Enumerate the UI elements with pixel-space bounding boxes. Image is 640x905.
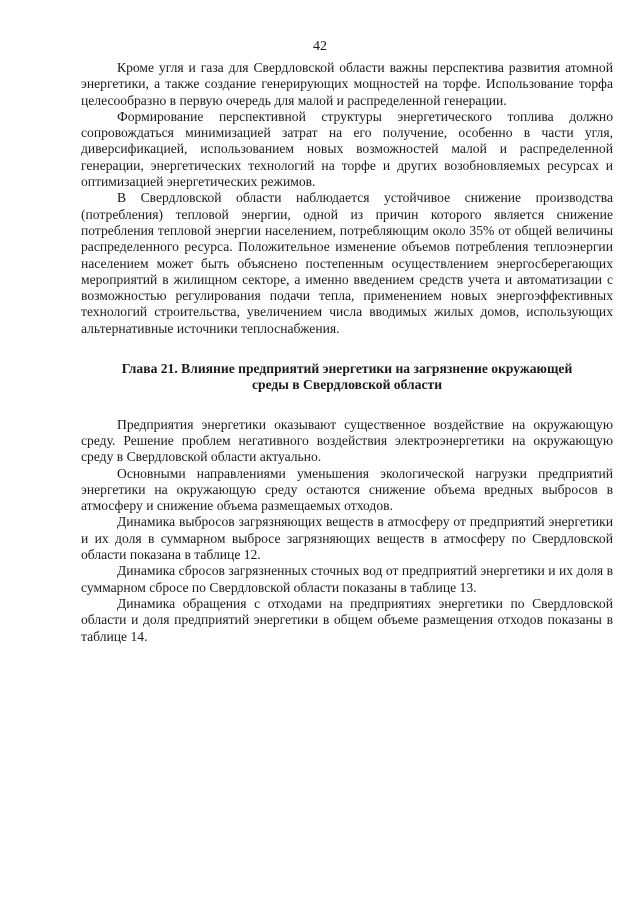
paragraph-heat-consumption: В Свердловской области наблюдается устойчивое снижение производства (потребления) тепловой энергии, одной из причин которого является снижение потребления тепловой энергии населением, потребляющим около 35% от общей величины распределенного ресурса. Положительное изменение объемов потребления теплоэнергии населением может быть объяснено постепенным осуществлением энергосберегающих мероприятий в жилищном секторе, а именно введением средств учета и автоматизации с возможностью регулирования подачи тепла, применением новых энергоэффективных технологий строительства, увеличением числа вводимых жилых домов, использующих альтернативные источники теплоснабжения. <box>81 190 613 336</box>
paragraph-emissions-table12: Динамика выбросов загрязняющих веществ в атмосферу от предприятий энергетики и их доля в суммарном выбросе загрязняющих веществ в атмосферу по Свердловской области показана в таблице 12. <box>81 514 613 563</box>
paragraph-wastewater-table13: Динамика сбросов загрязненных сточных вод от предприятий энергетики и их доля в суммарном сбросе по Свердловской области показаны в таблице 13. <box>81 563 613 595</box>
paragraph-fuel-structure: Формирование перспективной структуры энергетического топлива должно сопровождаться минимизацией затрат на его получение, особенно в части угля, диверсификацией, использованием новых возможностей малой и распределенной генерации, энергетических технологий на торфе и других возобновляемых ресурсах и оптимизацией энергетических режимов. <box>81 108 613 190</box>
paragraph-nuclear-peat: Кроме угля и газа для Свердловской области важны перспектива развития атомной энергетики, а также создание генерирующих мощностей на торфе. Использование торфа целесообразно в первую очередь для малой и распределенной генерации. <box>81 60 613 108</box>
paragraph-environmental-impact: Предприятия энергетики оказывают существенное воздействие на окружающую среду. Решение проблем негативного воздействия электроэнергетики на окружающую среду в Свердловской области актуально. <box>81 416 613 465</box>
document-body <box>81 60 613 645</box>
chapter-heading-line1: Глава 21. Влияние предприятий энергетики на загрязнение окружающей <box>121 361 573 377</box>
chapter-heading-line2: среды в Свердловской области <box>251 377 443 393</box>
paragraph-waste-table14: Динамика обращения с отходами на предприятиях энергетики по Свердловской области и доля предприятий энергетики в общем объеме размещения отходов показаны в таблице 14. <box>81 595 613 644</box>
page-number: 42 <box>313 39 327 54</box>
chapter-heading <box>81 361 613 394</box>
paragraph-main-directions: Основными направлениями уменьшения экологической нагрузки предприятий энергетики на окружающую среду остаются снижение объема вредных выбросов в атмосферу и снижение объема размещаемых отходов. <box>81 465 613 514</box>
